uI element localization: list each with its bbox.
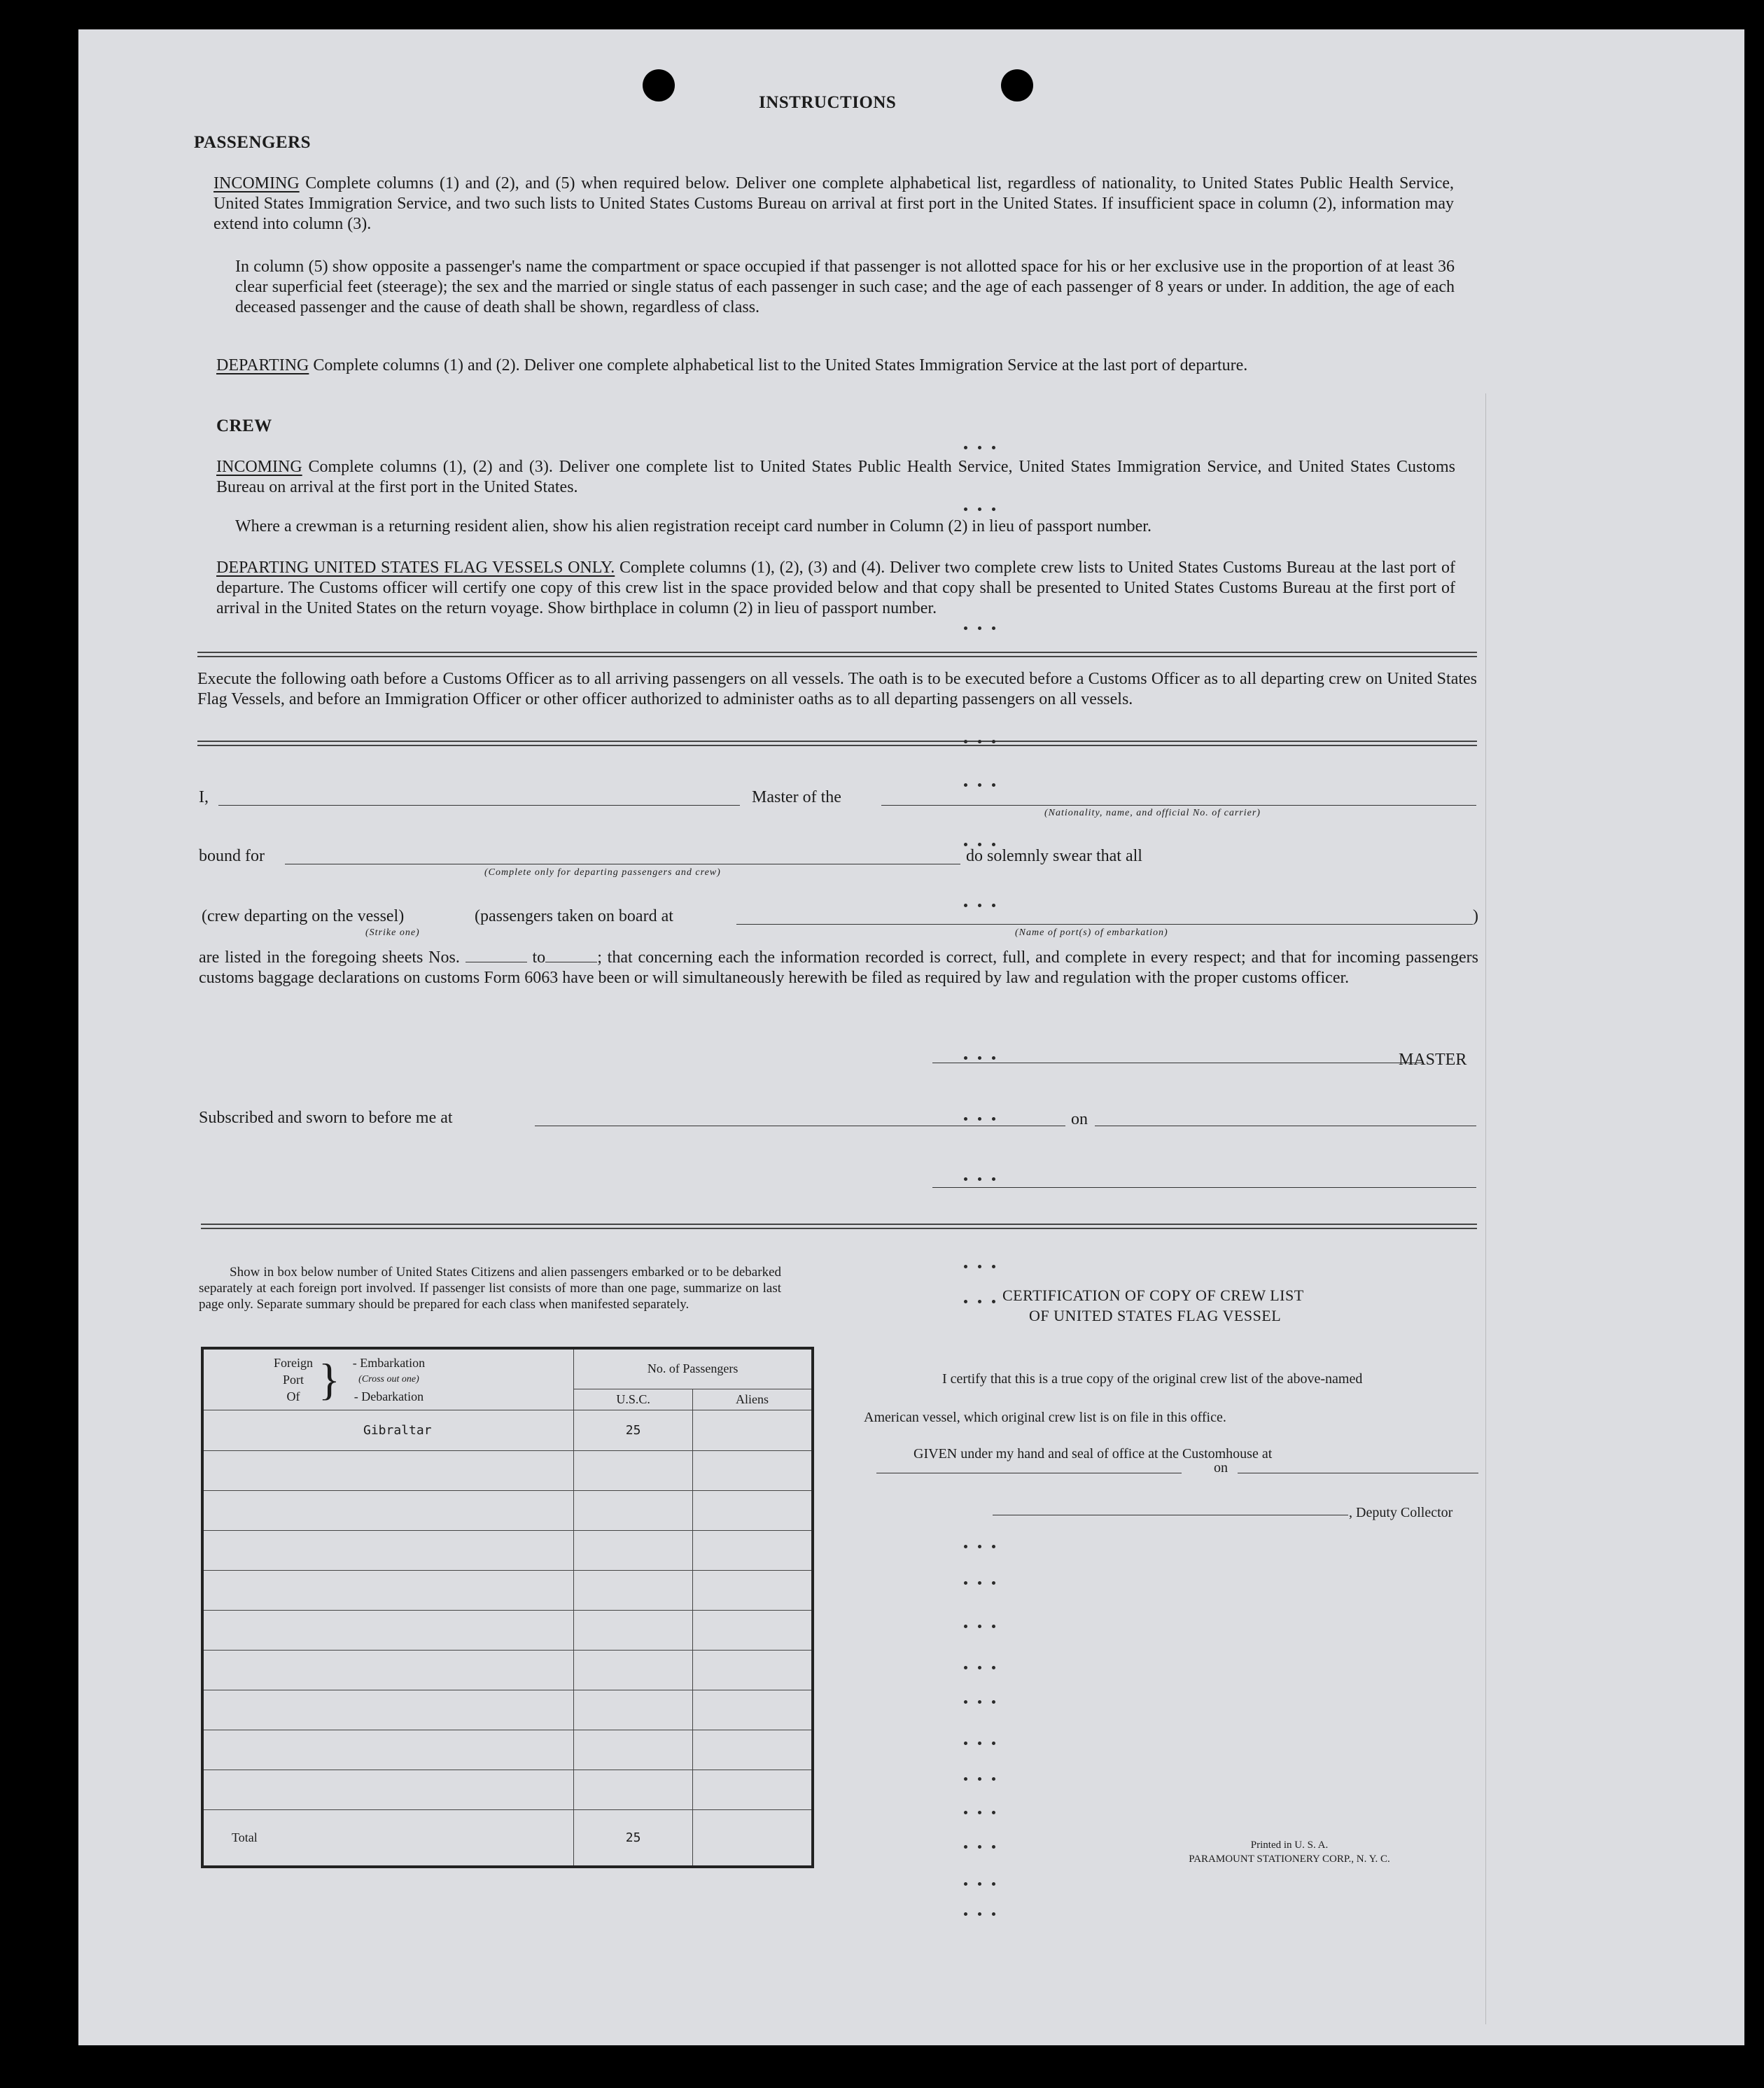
bleed-dot <box>964 1177 967 1181</box>
bleed-dot <box>964 626 967 630</box>
summary-row <box>202 1450 813 1490</box>
bleed-dot <box>964 1265 967 1268</box>
summary-aliens-cell[interactable] <box>693 1530 813 1570</box>
incoming-text: Complete columns (1) and (2), and (5) when required below. Deliver one complete alphabetical list, regardless of nationality, to United States Public Health Service, United States Immigration Service, and two such lists to United States Customs Bureau on arrival at first port in the United States. If insufficient space in column (2), information may extend into column (3). <box>214 174 1455 233</box>
bleed-dot <box>992 1300 995 1303</box>
bleed-dot <box>964 1581 967 1585</box>
bleed-dot <box>992 843 995 846</box>
cert-title-line1: CERTIFICATION OF COPY OF CREW LIST <box>1002 1287 1304 1304</box>
bleed-dot <box>964 1912 967 1916</box>
embark-options <box>353 1354 425 1405</box>
summary-usc-cell[interactable] <box>574 1650 693 1690</box>
summary-row <box>202 1770 813 1809</box>
bleed-dot <box>992 1581 995 1585</box>
strike-one-caption: (Strike one) <box>365 927 420 938</box>
bleed-dot <box>992 1545 995 1548</box>
summary-port-cell[interactable]: Gibraltar <box>202 1410 574 1450</box>
paper-fold-edge <box>1485 393 1486 2024</box>
passengers-column5: In column (5) show opposite a passenger's name the compartment or space occupied if that passenger is not allotted space for his or her exclusive use in the proportion of at least 36 clear superficial feet (steerage); the sex and the married or single status of each passenger in such case; and the age of each passenger of 8 years or under. In addition, the age of each deceased passenger and the cause of death shall be shown, regardless of class. <box>235 258 1455 316</box>
passengers-departing <box>216 356 1455 376</box>
bleed-dot <box>978 626 981 630</box>
bleed-dot <box>964 1811 967 1814</box>
bleed-dot <box>992 1265 995 1268</box>
cert-on-label: on <box>1214 1460 1228 1476</box>
bleed-dot <box>978 1742 981 1745</box>
summary-header-row <box>202 1348 813 1389</box>
total-label: Total <box>202 1809 574 1867</box>
summary-total-row <box>202 1809 813 1867</box>
bleed-dot <box>964 1777 967 1781</box>
aliens-header: Aliens <box>693 1389 813 1410</box>
bleed-dot <box>992 1117 995 1121</box>
bleed-dot <box>964 740 967 743</box>
summary-usc-cell[interactable] <box>574 1530 693 1570</box>
foreign-port-of <box>274 1354 313 1405</box>
certification-title <box>995 1285 1499 1326</box>
crew-incoming <box>216 457 1455 498</box>
port-caption: (Name of port(s) of embarkation) <box>1015 927 1168 938</box>
bleed-dot <box>992 446 995 449</box>
bleed-dot <box>992 1742 995 1745</box>
bleed-dot <box>964 843 967 846</box>
summary-aliens-cell[interactable] <box>693 1450 813 1490</box>
cert-given: GIVEN under my hand and seal of office at the Customhouse at <box>913 1446 1273 1462</box>
summary-rows <box>202 1410 813 1809</box>
printer-line2: PARAMOUNT STATIONERY CORP., N. Y. C. <box>1189 1854 1390 1865</box>
incoming-label: INCOMING <box>214 174 300 192</box>
bleed-dot <box>964 446 967 449</box>
printer-line1: Printed in U. S. A. <box>1250 1840 1329 1851</box>
summary-usc-cell[interactable] <box>574 1730 693 1770</box>
bleed-dot <box>964 1700 967 1704</box>
bleed-dot <box>978 1581 981 1585</box>
bleed-dot <box>964 507 967 511</box>
summary-aliens-cell[interactable] <box>693 1610 813 1650</box>
bleed-dot <box>978 1777 981 1781</box>
master-of-the-label: Master of the <box>752 788 841 806</box>
summary-usc-cell[interactable] <box>574 1770 693 1809</box>
summary-row <box>202 1410 813 1450</box>
bleed-dot <box>992 1625 995 1628</box>
officer-signature-line[interactable] <box>932 1187 1476 1188</box>
summary-port-cell[interactable] <box>202 1450 574 1490</box>
summary-row <box>202 1530 813 1570</box>
summary-aliens-cell[interactable] <box>693 1770 813 1809</box>
bleed-dot <box>992 1666 995 1669</box>
form-sheet <box>78 29 1744 2045</box>
bleed-dot <box>992 904 995 907</box>
subscribed-on-label: on <box>1071 1110 1088 1128</box>
bleed-dot <box>978 446 981 449</box>
divider-double-3 <box>201 1224 1477 1229</box>
of-label: Of <box>286 1389 300 1403</box>
summary-port-cell[interactable] <box>202 1650 574 1690</box>
summary-usc-cell[interactable] <box>574 1570 693 1610</box>
departing-text: Complete columns (1) and (2). Deliver one complete alphabetical list to the United States Immigration Service at the last port of departure. <box>313 356 1248 374</box>
no-of-passengers-header: No. of Passengers <box>574 1348 813 1389</box>
oath-intro: Execute the following oath before a Customs Officer as to all arriving passengers on all vessels. The oath is to be executed before a Customs Officer as to all departing crew on United States Flag Vessels, and before an Immigration Officer or other officer authorized to administer oaths as to all departing passengers on all vessels. <box>197 670 1477 708</box>
cert-title-line2: OF UNITED STATES FLAG VESSEL <box>1029 1307 1282 1324</box>
summary-port-cell[interactable] <box>202 1570 574 1610</box>
bleed-dot <box>964 1056 967 1060</box>
to-label: to <box>532 948 546 967</box>
summary-aliens-cell[interactable] <box>693 1650 813 1690</box>
bleed-dot <box>978 1177 981 1181</box>
bleed-dot <box>992 1845 995 1849</box>
bleed-dot <box>978 740 981 743</box>
crew-departing-label: DEPARTING UNITED STATES FLAG VESSELS ONLY. <box>216 559 615 577</box>
bleed-dot <box>978 1545 981 1548</box>
instructions-title: INSTRUCTIONS <box>759 93 897 112</box>
brace-symbol: } <box>318 1354 340 1404</box>
passenger-summary-table <box>201 1347 814 1868</box>
bleed-dot <box>978 1666 981 1669</box>
departing-label: DEPARTING <box>216 356 309 374</box>
swear-label: do solemnly swear that all <box>966 847 1142 865</box>
punch-hole-left <box>643 69 675 101</box>
oath-i-label: I, <box>199 788 209 806</box>
summary-row <box>202 1730 813 1770</box>
summary-aliens-cell[interactable] <box>693 1730 813 1770</box>
crew-incoming-label: INCOMING <box>216 458 302 476</box>
summary-port-cell[interactable] <box>202 1530 574 1570</box>
bleed-dot <box>978 904 981 907</box>
listed-text: are listed in the foregoing sheets Nos. <box>199 948 460 967</box>
master-name-line[interactable] <box>218 805 740 806</box>
embarkation-port-line[interactable] <box>736 924 1473 925</box>
summary-usc-cell[interactable]: 25 <box>574 1410 693 1450</box>
summary-aliens-cell[interactable] <box>693 1490 813 1530</box>
summary-port-cell[interactable] <box>202 1490 574 1530</box>
bleed-dot <box>964 1625 967 1628</box>
bleed-dot <box>964 783 967 787</box>
passengers-incoming <box>214 174 1454 234</box>
bound-for-label: bound for <box>199 847 265 865</box>
punch-hole-right <box>1001 69 1033 101</box>
bleed-dot <box>978 1625 981 1628</box>
port-label: Port <box>282 1372 304 1387</box>
close-paren: ) <box>1473 907 1478 925</box>
summary-usc-cell[interactable] <box>574 1490 693 1530</box>
summary-port-cell[interactable] <box>202 1610 574 1650</box>
bleed-dot <box>964 904 967 907</box>
crew-incoming-text: Complete columns (1), (2) and (3). Deliver one complete list to United States Public Health Service, United States Immigration Service, and United States Customs Bureau on arrival at the first port in the United States. <box>216 458 1455 496</box>
passengers-taken-option[interactable]: (passengers taken on board at <box>475 907 673 925</box>
summary-row <box>202 1690 813 1730</box>
bleed-dot <box>964 1882 967 1886</box>
summary-aliens-cell[interactable] <box>693 1570 813 1610</box>
divider-double-1 <box>197 652 1477 657</box>
bleed-dot <box>992 507 995 511</box>
carrier-caption: (Nationality, name, and official No. of carrier) <box>1044 808 1261 818</box>
master-signature-label: MASTER <box>1399 1051 1467 1069</box>
bleed-dot <box>978 1700 981 1704</box>
bleed-dot <box>992 1056 995 1060</box>
bleed-dot <box>992 1811 995 1814</box>
crew-heading: CREW <box>216 416 272 435</box>
deputy-collector-label: , Deputy Collector <box>1349 1505 1453 1520</box>
summary-row <box>202 1610 813 1650</box>
bleed-dot <box>978 1265 981 1268</box>
bleed-dot <box>978 1845 981 1849</box>
bleed-dot <box>978 1882 981 1886</box>
summary-instructions: Show in box below number of United States Citizens and alien passengers embarked or to be debarked separately at each foreign port involved. If passenger list consists of more than one page, summarize on last page only. Separate summary should be prepared for each class when manifested separately. <box>199 1265 781 1312</box>
foreign-label: Foreign <box>274 1355 313 1370</box>
bleed-dot <box>964 1300 967 1303</box>
oath-listed-paragraph <box>199 948 1478 988</box>
summary-usc-cell[interactable] <box>574 1450 693 1490</box>
debarkation-option[interactable]: - Debarkation <box>354 1389 424 1403</box>
bleed-dot <box>978 1912 981 1916</box>
divider-double-2 <box>197 741 1477 746</box>
listed-rest: ; that concerning each the information recorded is correct, full, and complete in every respect; and that for incoming passengers customs baggage declarations on customs Form 6063 have been or will simultaneously herewith be filed as required by law and regulation with the proper customs officer. <box>199 948 1479 987</box>
bleed-dot <box>978 1117 981 1121</box>
summary-row <box>202 1570 813 1610</box>
bleed-dot <box>964 1845 967 1849</box>
crew-departing-option[interactable]: (crew departing on the vessel) <box>202 907 405 925</box>
crew-departing-text: Complete columns (1), (2), (3) and (4). Deliver two complete crew lists to United States Customs Bureau at the last port of departure. The Customs officer will certify one copy of this crew list in the space provided below and that copy shall be presented to United States Customs Bureau at the first port of arrival in the United States on the return voyage. Show birthplace in column (2) in lieu of passport number. <box>216 559 1455 617</box>
bleed-dot <box>978 1300 981 1303</box>
printer-mark <box>1149 1838 1429 1866</box>
bleed-dot <box>964 1742 967 1745</box>
bleed-dot <box>992 1882 995 1886</box>
bleed-dot <box>992 626 995 630</box>
summary-port-cell[interactable] <box>202 1690 574 1730</box>
bleed-dot <box>964 1117 967 1121</box>
bleed-dot <box>978 1811 981 1814</box>
bleed-dot <box>992 1700 995 1704</box>
bleed-dot <box>992 1177 995 1181</box>
bleed-dot <box>978 1056 981 1060</box>
bleed-dot <box>992 783 995 787</box>
summary-aliens-cell[interactable] <box>693 1410 813 1450</box>
crew-resident: Where a crewman is a returning resident alien, show his alien registration receipt card number in Column (2) in lieu of passport number. <box>235 517 1152 535</box>
summary-aliens-cell[interactable] <box>693 1690 813 1730</box>
cert-line1: I certify that this is a true copy of the original crew list of the above-named <box>942 1371 1363 1387</box>
total-usc[interactable]: 25 <box>574 1809 693 1867</box>
bleed-dot <box>964 1545 967 1548</box>
port-header-cell <box>202 1348 574 1410</box>
crew-departing <box>216 558 1455 619</box>
bleed-dot <box>978 783 981 787</box>
carrier-line[interactable] <box>881 805 1476 806</box>
embarkation-option[interactable]: - Embarkation <box>352 1355 426 1370</box>
bleed-dot <box>978 843 981 846</box>
summary-row <box>202 1650 813 1690</box>
bound-caption: (Complete only for departing passengers and crew) <box>484 867 721 878</box>
cross-out-caption: (Cross out one) <box>358 1373 419 1385</box>
summary-usc-cell[interactable] <box>574 1610 693 1650</box>
passengers-heading: PASSENGERS <box>194 133 312 152</box>
summary-usc-cell[interactable] <box>574 1690 693 1730</box>
bleed-dot <box>992 1912 995 1916</box>
bleed-dot <box>992 740 995 743</box>
usc-header: U.S.C. <box>574 1389 693 1410</box>
cert-line2: American vessel, which original crew list is on file in this office. <box>864 1410 1226 1425</box>
bleed-dot <box>992 1777 995 1781</box>
bleed-dot <box>978 507 981 511</box>
total-aliens[interactable] <box>693 1809 813 1867</box>
summary-row <box>202 1490 813 1530</box>
bleed-dot <box>964 1666 967 1669</box>
subscribed-label: Subscribed and sworn to before me at <box>199 1109 453 1127</box>
summary-port-cell[interactable] <box>202 1770 574 1809</box>
summary-port-cell[interactable] <box>202 1730 574 1770</box>
